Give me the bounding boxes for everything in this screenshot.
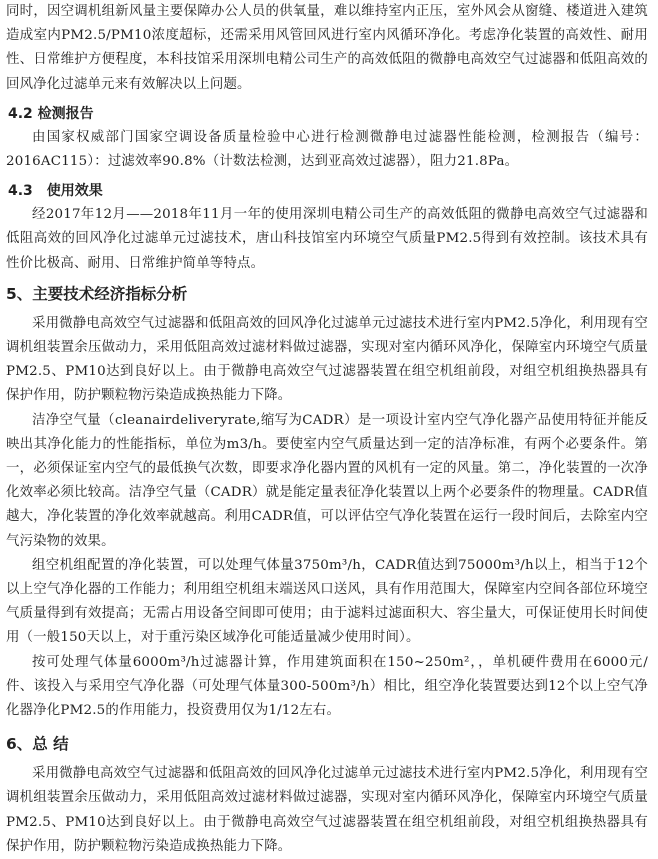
section-5-paragraph-1: 采用微静电高效空气过滤器和低阻高效的回风净化过滤单元过滤技术进行室内PM2.5净化，利用现有空调机组装置余压做动力，采用低阻高效过滤材料做过滤器，实现对室内循环风净化，保障室内环境空气质量PM2.5、PM10达到良好以上。由于微静电高效空气过滤器装置在组空机组前段，对组空机组换热器具有保护作用，防护颗粒物污染造成换热能力下降。 [6, 315, 648, 404]
section-5-paragraph-4: 按可处理气体量6000m³/h过滤器计算，作用建筑面积在150~250m²，，单机硬件费用在6000元/件、该投入与采用空气净化器（可处理气体量300-500m³/h）相比，组空净化装置要达到12个以上空气净化器净化PM2.5的作用能力，投资费用仅为1/12左右。 [6, 654, 648, 719]
section-5-heading: 5、主要技术经济指标分析 [6, 284, 188, 303]
section-4-3-heading: 4.3 使用效果 [8, 183, 103, 200]
intro-paragraph: 同时，因空调机组新风量主要保障办公人员的供氧量，难以维持室内正压，室外风会从窗缝、楼道进入建筑造成室内PM2.5/PM10浓度超标，还需采用风管回风进行室内风循环净化。考虑净化装置的高效性、耐用性、日常维护方便程度，本科技馆采用深圳电精公司生产的高效低阻的微静电高效空气过滤器和低阻高效的回风净化过滤单元来有效解决以上问题。 [6, 4, 648, 92]
section-4-2-heading: 4.2 检测报告 [8, 105, 94, 122]
section-6-paragraph: 采用微静电高效空气过滤器和低阻高效的回风净化过滤单元过滤技术进行室内PM2.5净化，利用现有空调机组装置余压做动力，采用低阻高效过滤材料做过滤器，实现对室内循环风净化，保障室内环境空气质量PM2.5、PM10达到良好以上。由于微静电高效空气过滤器装置在组空机组前段，对组空机组换热器具有保护作用，防护颗粒物污染造成换热能力下降。 [6, 766, 648, 854]
section-5-paragraph-3: 组空机组配置的净化装置，可以处理气体量3750m³/h，CADR值达到75000m³/h以上，相当于12个以上空气净化器的工作能力；利用组空机组末端送风口送风，具有作用范围大，保障室内空间各部位环境空气质量得到有效提高；无需占用设备空间即可使用；由于滤料过滤面积大、容尘量大，可保证使用长时间使用（一般150天以上，对于重污染区域净化可能适量减少使用时间）。 [6, 557, 648, 646]
section-5-paragraph-2: 洁净空气量（cleanairdeliveryrate,缩写为CADR）是一项设计室内空气净化器产品使用特征并能反映出其净化能力的性能指标，单位为m3/h。要使室内空气质量达到一定的洁净标准，有两个必要条件。第一，必须保证室内空气的最低换气次数，即要求净化器内置的风机有一定的风量。第二，净化装置的一次净化效率必须比较高。洁净空气量（CADR）就是能定量表征净化装置以上两个必要条件的物理量。CADR值越大，净化装置的净化效率就越高。利用CADR值，可以评估空气净化装置在运行一段时间后，去除室内空气污染物的效果。 [6, 412, 648, 549]
section-4-2-paragraph: 由国家权威部门国家空调设备质量检验中心进行检测微静电过滤器性能检测，检测报告（编号：2016AC115）：过滤效率90.8%（计数法检测，达到亚高效过滤器），阻力21.8Pa。 [6, 129, 648, 170]
section-6-heading: 6、总 结 [6, 735, 69, 754]
section-4-3-paragraph: 经2017年12月——2018年11月一年的使用深圳电精公司生产的高效低阻的微静电高效空气过滤器和低阻高效的回风净化过滤单元过滤技术，唐山科技馆室内环境空气质量PM2.5得到有效控制。该技术具有性价比极高、耐用、日常维护简单等特点。 [6, 207, 648, 271]
